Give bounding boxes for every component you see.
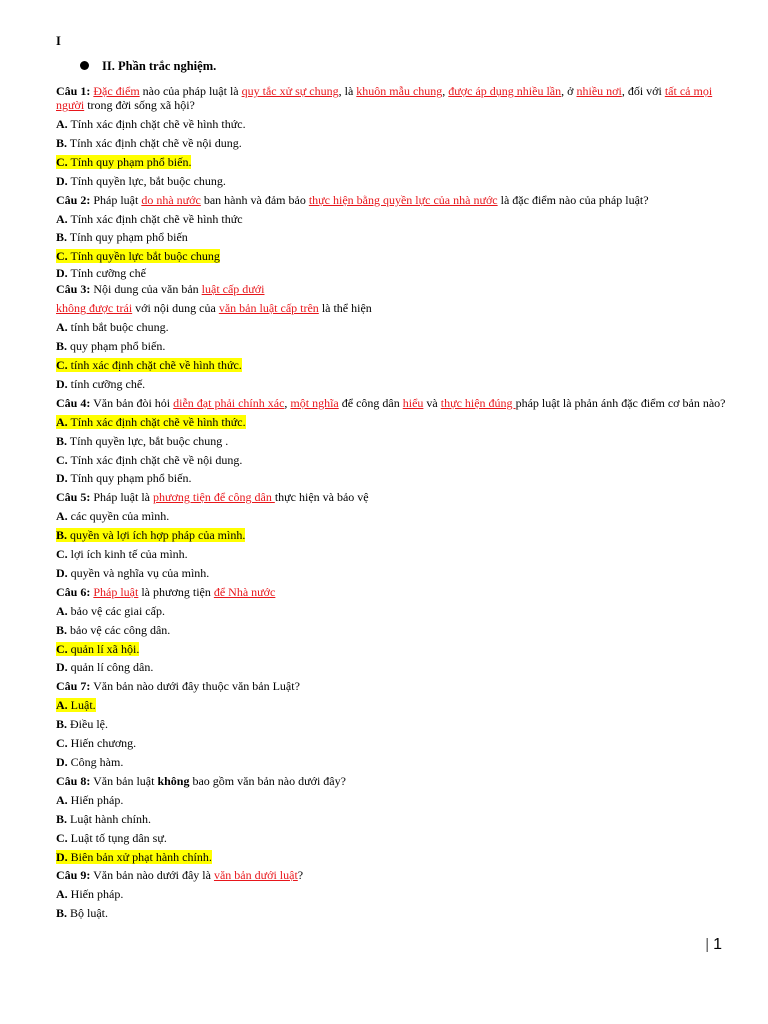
option-c bbox=[56, 829, 726, 848]
option-c bbox=[56, 734, 726, 753]
question-label: Câu 7: bbox=[56, 679, 91, 694]
option-key: D. bbox=[56, 565, 68, 580]
keyword: Đặc điểm bbox=[93, 84, 140, 98]
answer-highlight bbox=[56, 642, 139, 656]
option-c-correct bbox=[56, 640, 726, 659]
keyword: do nhà nước bbox=[141, 192, 201, 207]
question-text: Văn bản nào dưới đây là bbox=[90, 868, 214, 883]
option-text: bảo vệ các giai cấp. bbox=[67, 603, 165, 618]
option-key: D. bbox=[56, 376, 68, 391]
quiz-content bbox=[56, 82, 726, 923]
option-b bbox=[56, 228, 726, 247]
option-d bbox=[56, 375, 726, 394]
option-key: B. bbox=[56, 717, 68, 732]
option-text: Tính quyền lực, bắt buộc chung . bbox=[67, 433, 229, 448]
answer-highlight bbox=[56, 155, 191, 169]
option-key: A. bbox=[56, 509, 68, 524]
option-text: Tính xác định chặt chẽ về hình thức. bbox=[67, 414, 246, 429]
question-text: pháp luật là phản ánh đặc điểm cơ bản nào? bbox=[515, 395, 726, 410]
option-text: quyền và lợi ích hợp pháp của mình. bbox=[67, 528, 246, 543]
keyword: một nghĩa bbox=[290, 395, 339, 410]
question-text: Pháp luật là bbox=[90, 490, 153, 505]
question-text: và bbox=[423, 395, 441, 410]
option-text: Luật tố tụng dân sự. bbox=[67, 830, 167, 845]
option-key: C. bbox=[56, 547, 68, 562]
keyword: hiểu bbox=[402, 395, 424, 410]
option-d bbox=[56, 469, 726, 488]
option-a bbox=[56, 210, 726, 229]
option-b bbox=[56, 715, 726, 734]
option-c-correct bbox=[56, 356, 726, 375]
option-text: lợi ích kinh tế của mình. bbox=[67, 547, 188, 562]
question-text: với nội dung của bbox=[132, 301, 219, 316]
answer-highlight bbox=[56, 358, 242, 372]
keyword: nhiều nơi bbox=[576, 84, 622, 98]
keyword: diễn đạt phải chính xác bbox=[173, 395, 285, 410]
option-text: Tính xác định chặt chẽ về nội dung. bbox=[67, 452, 243, 467]
question-label: Câu 6: bbox=[56, 584, 91, 599]
option-text: Tính cưỡng chế bbox=[67, 266, 146, 281]
option-key: C. bbox=[56, 357, 68, 372]
answer-highlight bbox=[56, 850, 212, 864]
option-d bbox=[56, 658, 726, 677]
question-label: Câu 8: bbox=[56, 773, 91, 788]
question-text: nào của pháp luật là bbox=[139, 84, 242, 98]
option-b bbox=[56, 621, 726, 640]
option-key: D. bbox=[56, 471, 68, 486]
option-a bbox=[56, 885, 726, 904]
option-b bbox=[56, 337, 726, 356]
question-1 bbox=[56, 82, 726, 115]
question-text: Văn bản nào dưới đây thuộc văn bản Luật? bbox=[90, 679, 300, 694]
question-6 bbox=[56, 583, 726, 602]
keyword: văn bản luật cấp trên bbox=[218, 301, 319, 316]
option-text: Tính quyền lực bắt buộc chung bbox=[67, 249, 220, 264]
answer-highlight bbox=[56, 528, 245, 542]
keyword: phương tiện để công dân bbox=[153, 490, 275, 505]
keyword: quy tắc xử sự chung bbox=[241, 84, 339, 98]
option-text: Biên bản xử phạt hành chính. bbox=[67, 849, 212, 864]
keyword: thực hiện bằng quyền lực của nhà nước bbox=[308, 192, 498, 207]
option-b bbox=[56, 134, 726, 153]
option-text: quản lí công dân. bbox=[67, 660, 154, 675]
option-d bbox=[56, 172, 726, 191]
page-footer bbox=[705, 936, 722, 954]
option-key: D. bbox=[56, 849, 68, 864]
keyword: thực hiện đúng bbox=[440, 395, 516, 410]
option-key: B. bbox=[56, 230, 68, 245]
option-key: A. bbox=[56, 792, 68, 807]
option-b bbox=[56, 904, 726, 923]
option-a bbox=[56, 507, 726, 526]
option-key: C. bbox=[56, 249, 68, 264]
option-key: A. bbox=[56, 603, 68, 618]
option-key: C. bbox=[56, 154, 68, 169]
question-label: Câu 5: bbox=[56, 490, 91, 505]
option-text: Tính quyền lực, bắt buộc chung. bbox=[67, 173, 226, 188]
option-text: Bộ luật. bbox=[67, 906, 109, 921]
option-text: Tính xác định chặt chẽ về hình thức bbox=[67, 211, 243, 226]
section-title: II. Phần trắc nghiệm. bbox=[102, 59, 217, 73]
option-key: C. bbox=[56, 736, 68, 751]
question-2 bbox=[56, 191, 726, 210]
question-7 bbox=[56, 677, 726, 696]
option-text: Hiến chương. bbox=[67, 736, 137, 751]
keyword: Pháp luật bbox=[93, 584, 139, 599]
option-a-correct bbox=[56, 696, 726, 715]
option-key: C. bbox=[56, 830, 68, 845]
question-text: Văn bản luật bbox=[90, 773, 158, 788]
option-text: quản lí xã hội. bbox=[67, 641, 140, 656]
option-key: B. bbox=[56, 135, 68, 150]
option-text: Tính xác định chặt chẽ về nội dung. bbox=[67, 135, 242, 150]
option-key: B. bbox=[56, 622, 68, 637]
answer-highlight bbox=[56, 698, 96, 712]
question-text: Văn bản đòi hỏi bbox=[90, 395, 174, 410]
option-text: Hiến pháp. bbox=[67, 887, 124, 902]
option-a bbox=[56, 115, 726, 134]
section-heading bbox=[80, 59, 216, 74]
question-text: , bbox=[442, 84, 449, 98]
option-text: quyền và nghĩa vụ của mình. bbox=[67, 565, 210, 580]
option-text: bảo vệ các công dân. bbox=[67, 622, 171, 637]
option-d bbox=[56, 753, 726, 772]
keyword: được áp dụng nhiều lần bbox=[448, 84, 562, 98]
bullet-icon bbox=[80, 61, 89, 70]
option-key: B. bbox=[56, 906, 68, 921]
option-a-correct bbox=[56, 413, 726, 432]
question-text: ? bbox=[297, 868, 304, 883]
option-text: các quyền của mình. bbox=[67, 509, 170, 524]
answer-highlight bbox=[56, 249, 220, 263]
option-b bbox=[56, 432, 726, 451]
option-text: tính xác định chặt chẽ về hình thức. bbox=[67, 357, 242, 372]
option-text: Luật hành chính. bbox=[67, 811, 151, 826]
option-d-correct bbox=[56, 848, 726, 867]
option-text: Tính quy phạm phổ biến. bbox=[67, 471, 192, 486]
question-5 bbox=[56, 488, 726, 507]
question-text: là phương tiện bbox=[138, 584, 214, 599]
answer-highlight bbox=[56, 415, 246, 429]
option-text: Hiến pháp. bbox=[67, 792, 124, 807]
keyword: văn bản dưới luật bbox=[213, 868, 298, 883]
question-9 bbox=[56, 866, 726, 885]
option-text: Công hàm. bbox=[67, 755, 124, 769]
question-text: , đối với bbox=[621, 84, 665, 98]
question-8 bbox=[56, 772, 726, 791]
option-key: A. bbox=[56, 887, 68, 902]
option-b bbox=[56, 810, 726, 829]
keyword: khuôn mẫu chung bbox=[356, 84, 443, 98]
question-text: Pháp luật bbox=[90, 192, 142, 207]
question-text: , bbox=[284, 395, 291, 410]
option-b-correct bbox=[56, 526, 726, 545]
option-key: D. bbox=[56, 266, 68, 281]
option-a bbox=[56, 318, 726, 337]
keyword: không được trái bbox=[56, 301, 133, 316]
option-c bbox=[56, 545, 726, 564]
option-key: A. bbox=[56, 211, 68, 226]
question-text: trong đời sống xã hội? bbox=[84, 98, 195, 112]
option-key: B. bbox=[56, 528, 68, 543]
option-key: D. bbox=[56, 660, 68, 675]
option-key: A. bbox=[56, 698, 68, 713]
question-label: Câu 4: bbox=[56, 395, 91, 410]
emphasis: không bbox=[157, 773, 190, 788]
option-a bbox=[56, 791, 726, 810]
question-label: Câu 1: bbox=[56, 84, 91, 98]
question-text: là đặc điểm nào của pháp luật? bbox=[497, 192, 649, 207]
question-label: Câu 2: bbox=[56, 192, 91, 207]
option-text: Tính quy phạm phổ biến. bbox=[67, 154, 192, 169]
footer-divider: | bbox=[705, 936, 710, 953]
option-key: C. bbox=[56, 641, 68, 656]
question-text: bao gồm văn bản nào dưới đây? bbox=[189, 773, 346, 788]
option-key: B. bbox=[56, 433, 68, 448]
option-a bbox=[56, 602, 726, 621]
option-text: Điều lệ. bbox=[67, 717, 109, 732]
question-text: , ở bbox=[561, 84, 577, 98]
question-text: Nội dung của văn bản bbox=[90, 282, 202, 297]
option-key: A. bbox=[56, 414, 68, 429]
option-text: Tính quy phạm phổ biến bbox=[67, 230, 188, 245]
question-text: thực hiện và bảo vệ bbox=[274, 490, 369, 505]
question-label: Câu 3: bbox=[56, 282, 91, 297]
option-d bbox=[56, 564, 726, 583]
option-key: A. bbox=[56, 117, 68, 131]
option-key: B. bbox=[56, 338, 68, 353]
option-c bbox=[56, 451, 726, 470]
question-text: là thể hiện bbox=[318, 301, 372, 316]
question-text: , là bbox=[338, 84, 357, 98]
keyword: tất cả mọi người bbox=[56, 84, 713, 112]
question-label: Câu 9: bbox=[56, 868, 91, 883]
option-key: B. bbox=[56, 811, 68, 826]
question-text: để công dân bbox=[338, 395, 403, 410]
option-d bbox=[56, 266, 726, 280]
question-4 bbox=[56, 394, 726, 413]
keyword: luật cấp dưới bbox=[201, 282, 265, 297]
keyword: để Nhà nước bbox=[213, 584, 276, 599]
option-key: A. bbox=[56, 320, 68, 335]
option-text: Tính xác định chặt chẽ về hình thức. bbox=[67, 117, 246, 131]
option-c-correct bbox=[56, 247, 726, 266]
option-key: C. bbox=[56, 452, 68, 467]
question-text: ban hành và đảm bảo bbox=[200, 192, 309, 207]
question-3 bbox=[56, 280, 726, 299]
question-3-continued bbox=[56, 299, 726, 318]
option-text: tính bắt buộc chung. bbox=[67, 320, 169, 335]
option-key: D. bbox=[56, 173, 68, 188]
option-key: D. bbox=[56, 755, 68, 769]
option-text: Luật. bbox=[67, 698, 96, 713]
option-text: quy phạm phổ biến. bbox=[67, 338, 166, 353]
option-c-correct bbox=[56, 153, 726, 172]
option-text: tính cưỡng chế. bbox=[67, 376, 146, 391]
roman-numeral: I bbox=[56, 34, 61, 48]
page-number: 1 bbox=[713, 936, 722, 953]
